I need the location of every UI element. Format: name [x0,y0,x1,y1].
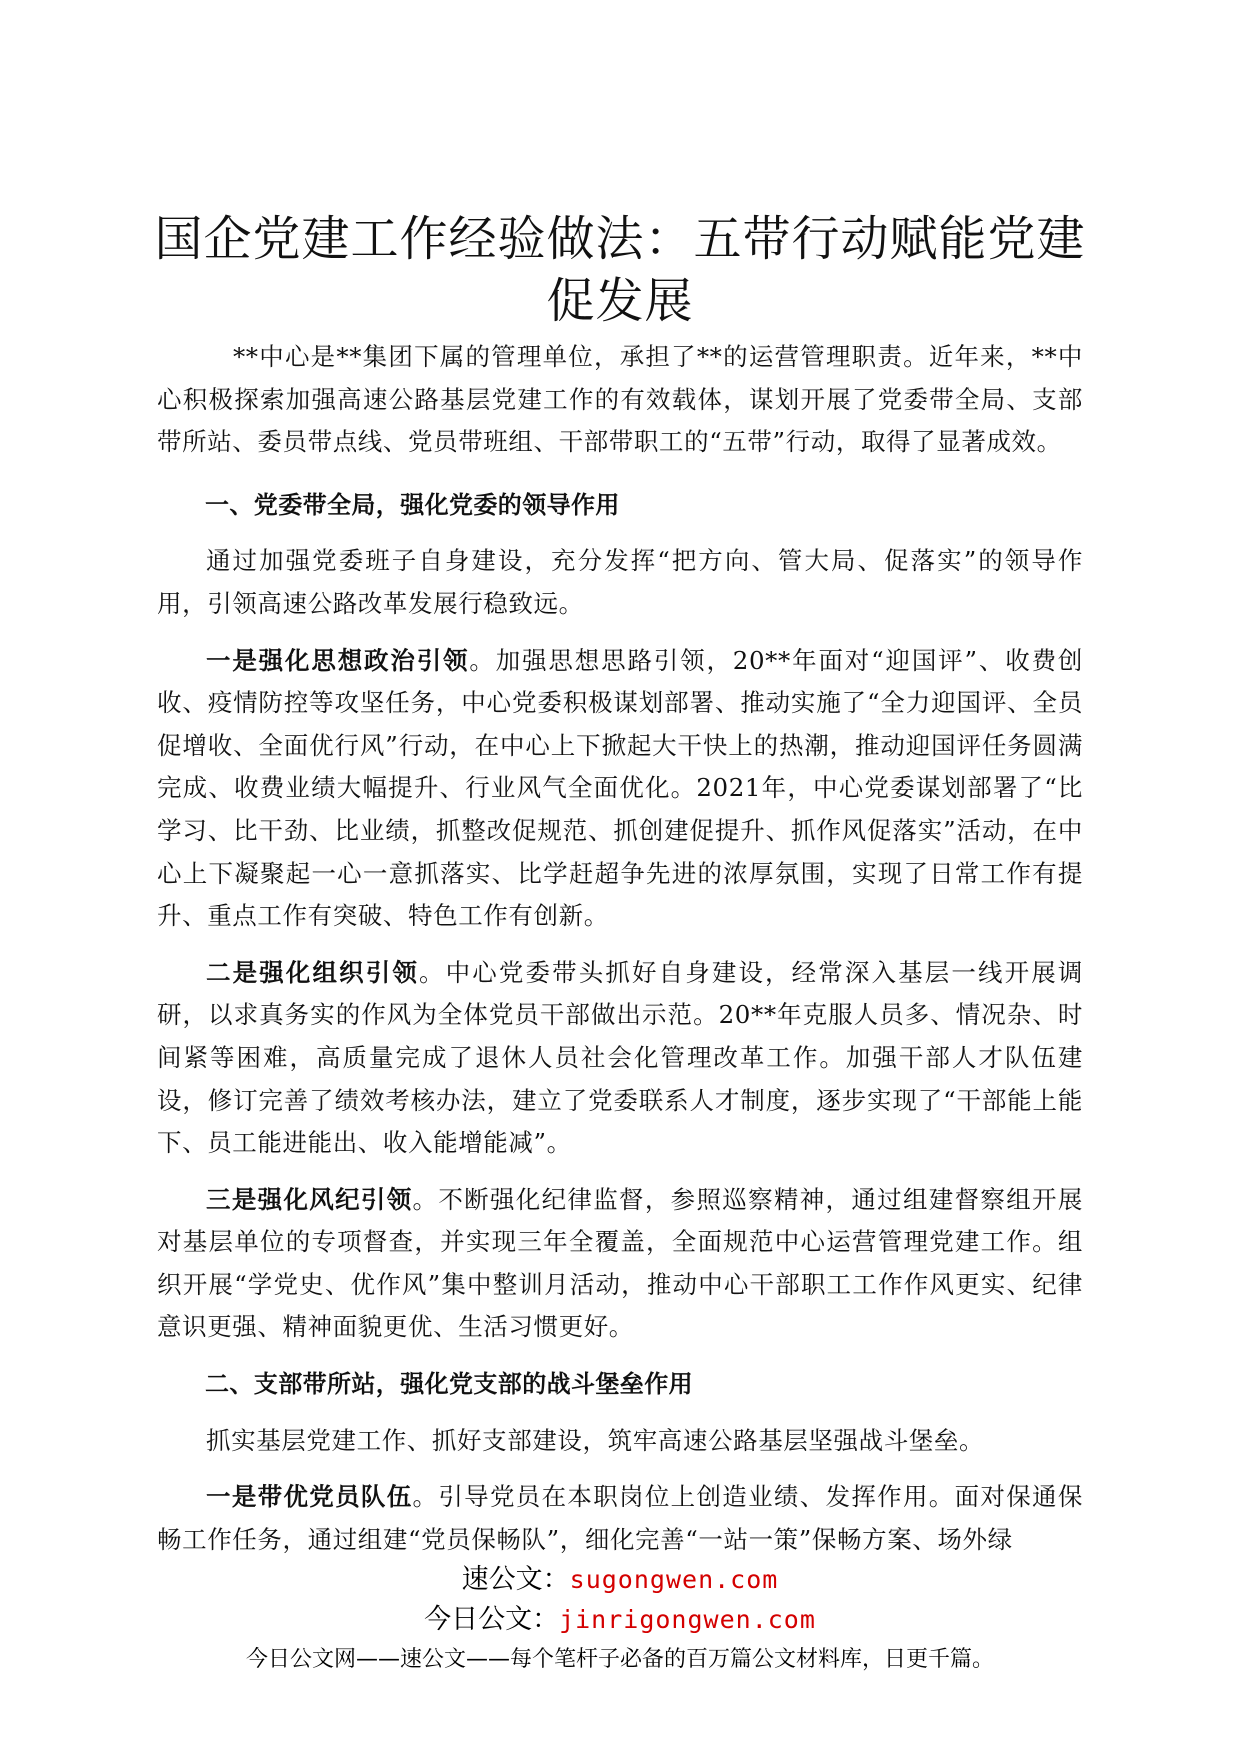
section2-item-1 [157,1476,1083,1561]
item-lead: 一是带优党员队伍 [206,1482,413,1512]
footer-slogan: 今日公文网——速公文——每个笔杆子必备的百万篇公文材料库，日更千篇。 [245,1647,994,1672]
item-text: 。中心党委带头抓好自身建设，经常深入基层一线开展调研，以求真务实的作风为全体党员干部做出示范。20**年克服人员多、情况杂、时间紧等困难，高质量完成了退休人员社会化管理改革工作。加强干部人才队伍建设，修订完善了绩效考核办法，建立了党委联系人才制度，逐步实现了“干部能上能下、员工能进能出、收入能增能减”。 [157,957,1083,1158]
footer-site-link[interactable]: jinrigongwen.com [559,1605,816,1634]
item-lead: 二是强化组织引领 [206,957,419,987]
item-text: 。引导党员在本职岗位上创造业绩、发挥作用。面对保通保畅工作任务，通过组建“党员保畅队”，细化完善“一站一策”保畅方案、场外绿 [157,1482,1083,1554]
section-summary-2: 抓实基层党建工作、抓好支部建设，筑牢高速公路基层坚强战斗堡垒。 [206,1425,985,1455]
section1-item-2 [157,952,1083,1165]
watermark-footer [0,1560,1240,1680]
footer-line-jinrigongwen [0,1600,1240,1640]
document-title: 国企党建工作经验做法：五带行动赋能党建促发展 [154,211,1086,329]
document-body [157,336,1083,1575]
section-heading-1: 一、党委带全局，强化党委的领导作用 [205,490,620,519]
section1-item-1 [157,640,1083,938]
footer-site-link[interactable]: sugongwen.com [569,1565,779,1594]
section1-item-3 [157,1179,1083,1349]
footer-label: 速公文： [461,1564,570,1595]
item-lead: 三是强化风纪引领 [206,1184,413,1214]
section-summary-1: 通过加强党委班子自身建设，充分发挥“把方向、管大局、促落实”的领导作用，引领高速公路改革发展行稳致远。 [157,546,1083,618]
item-text: 。加强思想思路引领，20**年面对“迎国评”、收费创收、疫情防控等攻坚任务，中心党委积极谋划部署、推动实施了“全力迎国评、全员促增收、全面优行风”行动，在中心上下掀起大干快上的热潮，推动迎国评任务圆满完成、收费业绩大幅提升、行业风气全面优化。2021年，中心党委谋划部署了“比学习、比干劲、比业绩，抓整改促规范、抓创建促提升、抓作风促落实”活动，在中心上下凝聚起一心一意抓落实、比学赶超争先进的浓厚氛围，实现了日常工作有提升、重点工作有突破、特色工作有创新。 [157,645,1084,931]
footer-line-sugongwen [0,1560,1240,1600]
item-lead: 一是强化思想政治引领 [206,645,470,675]
intro-paragraph: **中心是**集团下属的管理单位，承担了**的运营管理职责。近年来，**中心积极探索加强高速公路基层党建工作的有效载体，谋划开展了党委带全局、支部带所站、委员带点线、党员带班组、干部带职工的“五带”行动，取得了显著成效。 [157,342,1083,457]
section-heading-2: 二、支部带所站，强化党支部的战斗堡垒作用 [205,1370,693,1399]
footer-label: 今日公文： [424,1604,560,1635]
item-text: 。不断强化纪律监督，参照巡察精神，通过组建督察组开展对基层单位的专项督查，并实现三年全覆盖，全面规范中心运营管理党建工作。组织开展“学党史、优作风”集中整训月活动，推动中心干部职工工作作风更实、纪律意识更强、精神面貌更优、生活习惯更好。 [157,1184,1083,1342]
